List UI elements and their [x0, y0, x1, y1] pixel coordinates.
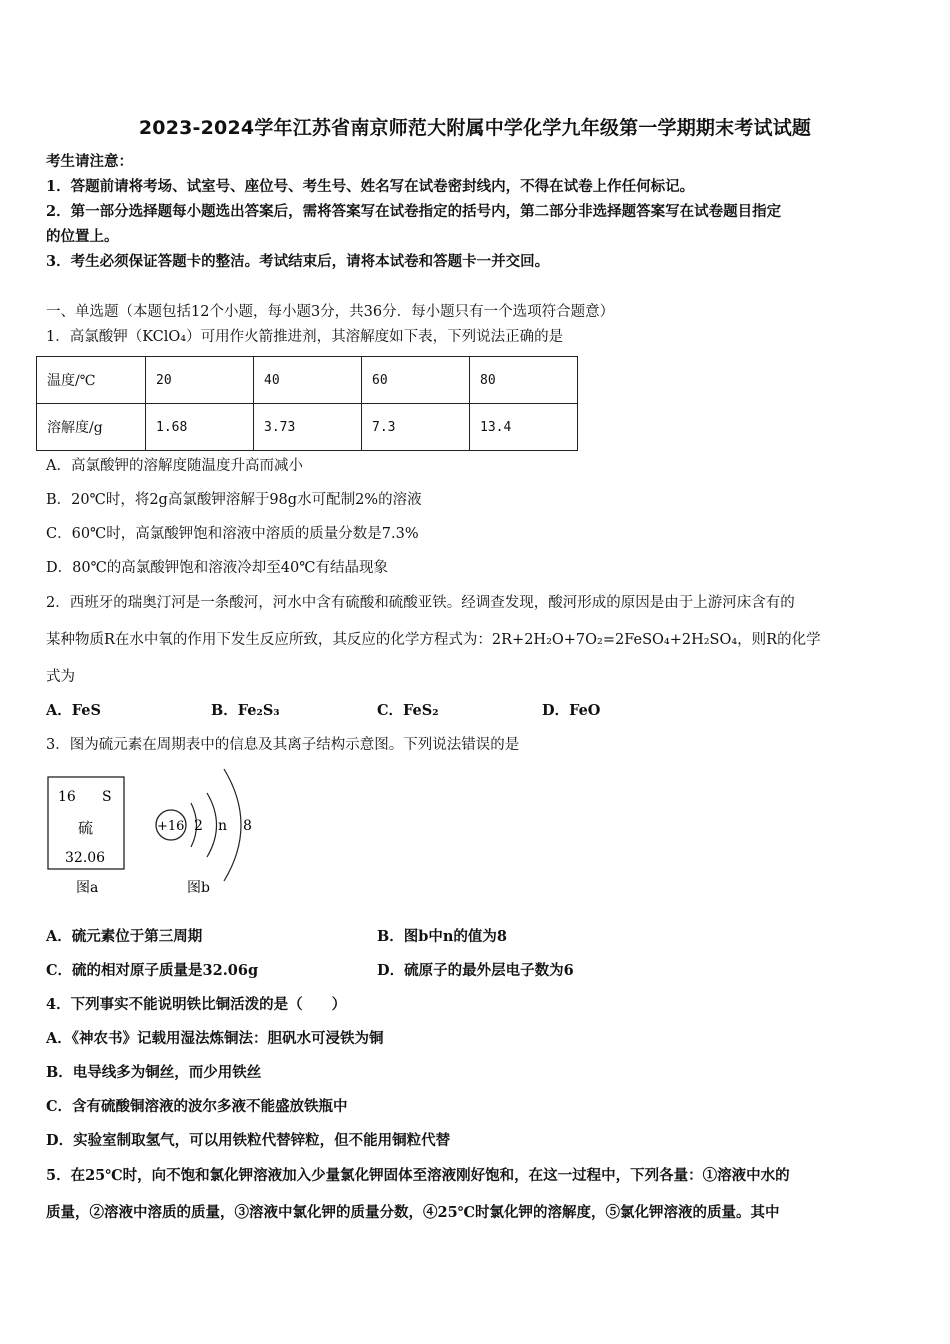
figure-b-caption: 图b — [187, 880, 210, 896]
table-cell: 80 — [470, 357, 578, 404]
q1-option-b: B．20℃时，将2g高氯酸钾溶解于98g水可配制2%的溶液 — [46, 492, 422, 508]
q4-option-c: C．含有硫酸铜溶液的波尔多液不能盛放铁瓶中 — [46, 1098, 348, 1115]
q3-option-d: D．硫原子的最外层电子数为6 — [377, 962, 574, 979]
q4-option-b: B．电导线多为铜丝，而少用铁丝 — [46, 1064, 262, 1081]
notice-item: 的位置上。 — [46, 228, 119, 245]
q4-option-a: A．《神农书》记载用湿法炼铜法：胆矾水可浸铁为铜 — [46, 1030, 384, 1047]
table-cell: 60 — [362, 357, 470, 404]
sulfur-figure — [44, 763, 274, 905]
atomic-number: 16 — [58, 789, 76, 805]
section-heading: 一、单选题（本题包括12个小题，每小题3分，共36分．每小题只有一个选项符合题意） — [46, 304, 615, 320]
notice-item: 1．答题前请将考场、试室号、座位号、考生号、姓名写在试卷密封线内，不得在试卷上作任何标记。 — [46, 178, 695, 195]
shell-2-electrons: n — [218, 818, 228, 834]
solubility-table — [36, 356, 578, 451]
q5-line: 质量，②溶液中溶质的质量，③溶液中氯化钾的质量分数，④25℃时氯化钾的溶解度，⑤氯化钾溶液的质量。其中 — [46, 1204, 780, 1221]
q3-stem: 3．图为硫元素在周期表中的信息及其离子结构示意图。下列说法错误的是 — [46, 737, 520, 753]
table-cell: 溶解度/g — [37, 404, 146, 451]
table-row — [37, 357, 578, 404]
table-cell: 1.68 — [146, 404, 254, 451]
table-cell: 3.73 — [254, 404, 362, 451]
table-cell: 7.3 — [362, 404, 470, 451]
notice-heading: 考生请注意： — [46, 153, 133, 170]
q1-option-c: C．60℃时，高氯酸钾饱和溶液中溶质的质量分数是7.3% — [46, 526, 419, 542]
electron-shell-2 — [207, 793, 217, 857]
q4-option-d: D．实验室制取氢气，可以用铁粒代替锌粒，但不能用铜粒代替 — [46, 1132, 451, 1149]
q4-stem: 4．下列事实不能说明铁比铜活泼的是（ ） — [46, 996, 347, 1013]
q2-option-a: A．FeS — [46, 702, 101, 719]
shell-1-electrons: 2 — [194, 818, 203, 834]
notice-item: 3．考生必须保证答题卡的整洁。考试结束后，请将本试卷和答题卡一并交回。 — [46, 253, 550, 270]
table-cell: 温度/℃ — [37, 357, 146, 404]
q3-option-a: A．硫元素位于第三周期 — [46, 928, 203, 945]
table-cell: 13.4 — [470, 404, 578, 451]
q3-option-c: C．硫的相对原子质量是32.06g — [46, 962, 259, 979]
q2-option-d: D．FeO — [542, 702, 601, 719]
q2-option-c: C．FeS₂ — [377, 702, 439, 719]
shell-3-electrons: 8 — [243, 818, 252, 834]
table-row — [37, 404, 578, 451]
q2-option-b: B．Fe₂S₃ — [211, 702, 280, 719]
element-name: 硫 — [78, 819, 94, 837]
nucleus-charge: +16 — [157, 819, 185, 834]
q1-stem: 1．高氯酸钾（KClO₄）可用作火箭推进剂，其溶解度如下表，下列说法正确的是 — [46, 329, 564, 345]
element-symbol: S — [102, 789, 112, 805]
figure-a-caption: 图a — [76, 880, 99, 896]
table-cell: 40 — [254, 357, 362, 404]
q2-line: 2．西班牙的瑞奥汀河是一条酸河，河水中含有硫酸和硫酸亚铁。经调查发现，酸河形成的原因是由于上游河床含有的 — [46, 595, 795, 611]
q2-line: 式为 — [46, 669, 75, 685]
q5-line: 5．在25℃时，向不饱和氯化钾溶液加入少量氯化钾固体至溶液刚好饱和，在这一过程中，下列各量：①溶液中水的 — [46, 1167, 790, 1184]
q1-option-a: A．高氯酸钾的溶解度随温度升高而减小 — [46, 458, 303, 474]
q2-line: 某种物质R在水中氧的作用下发生反应所致，其反应的化学方程式为：2R+2H₂O+7O₂=2FeSO₄+2H₂SO₄，则R的化学 — [46, 632, 821, 648]
page-title: 2023-2024学年江苏省南京师范大附属中学化学九年级第一学期期末考试试题 — [138, 117, 812, 139]
q1-option-d: D．80℃的高氯酸钾饱和溶液冷却至40℃有结晶现象 — [46, 560, 388, 576]
atomic-mass: 32.06 — [65, 850, 106, 866]
q3-option-b: B．图b中n的值为8 — [377, 928, 508, 945]
table-cell: 20 — [146, 357, 254, 404]
notice-item: 2．第一部分选择题每小题选出答案后，需将答案写在试卷指定的括号内，第二部分非选择题答案写在试卷题目指定 — [46, 203, 782, 220]
